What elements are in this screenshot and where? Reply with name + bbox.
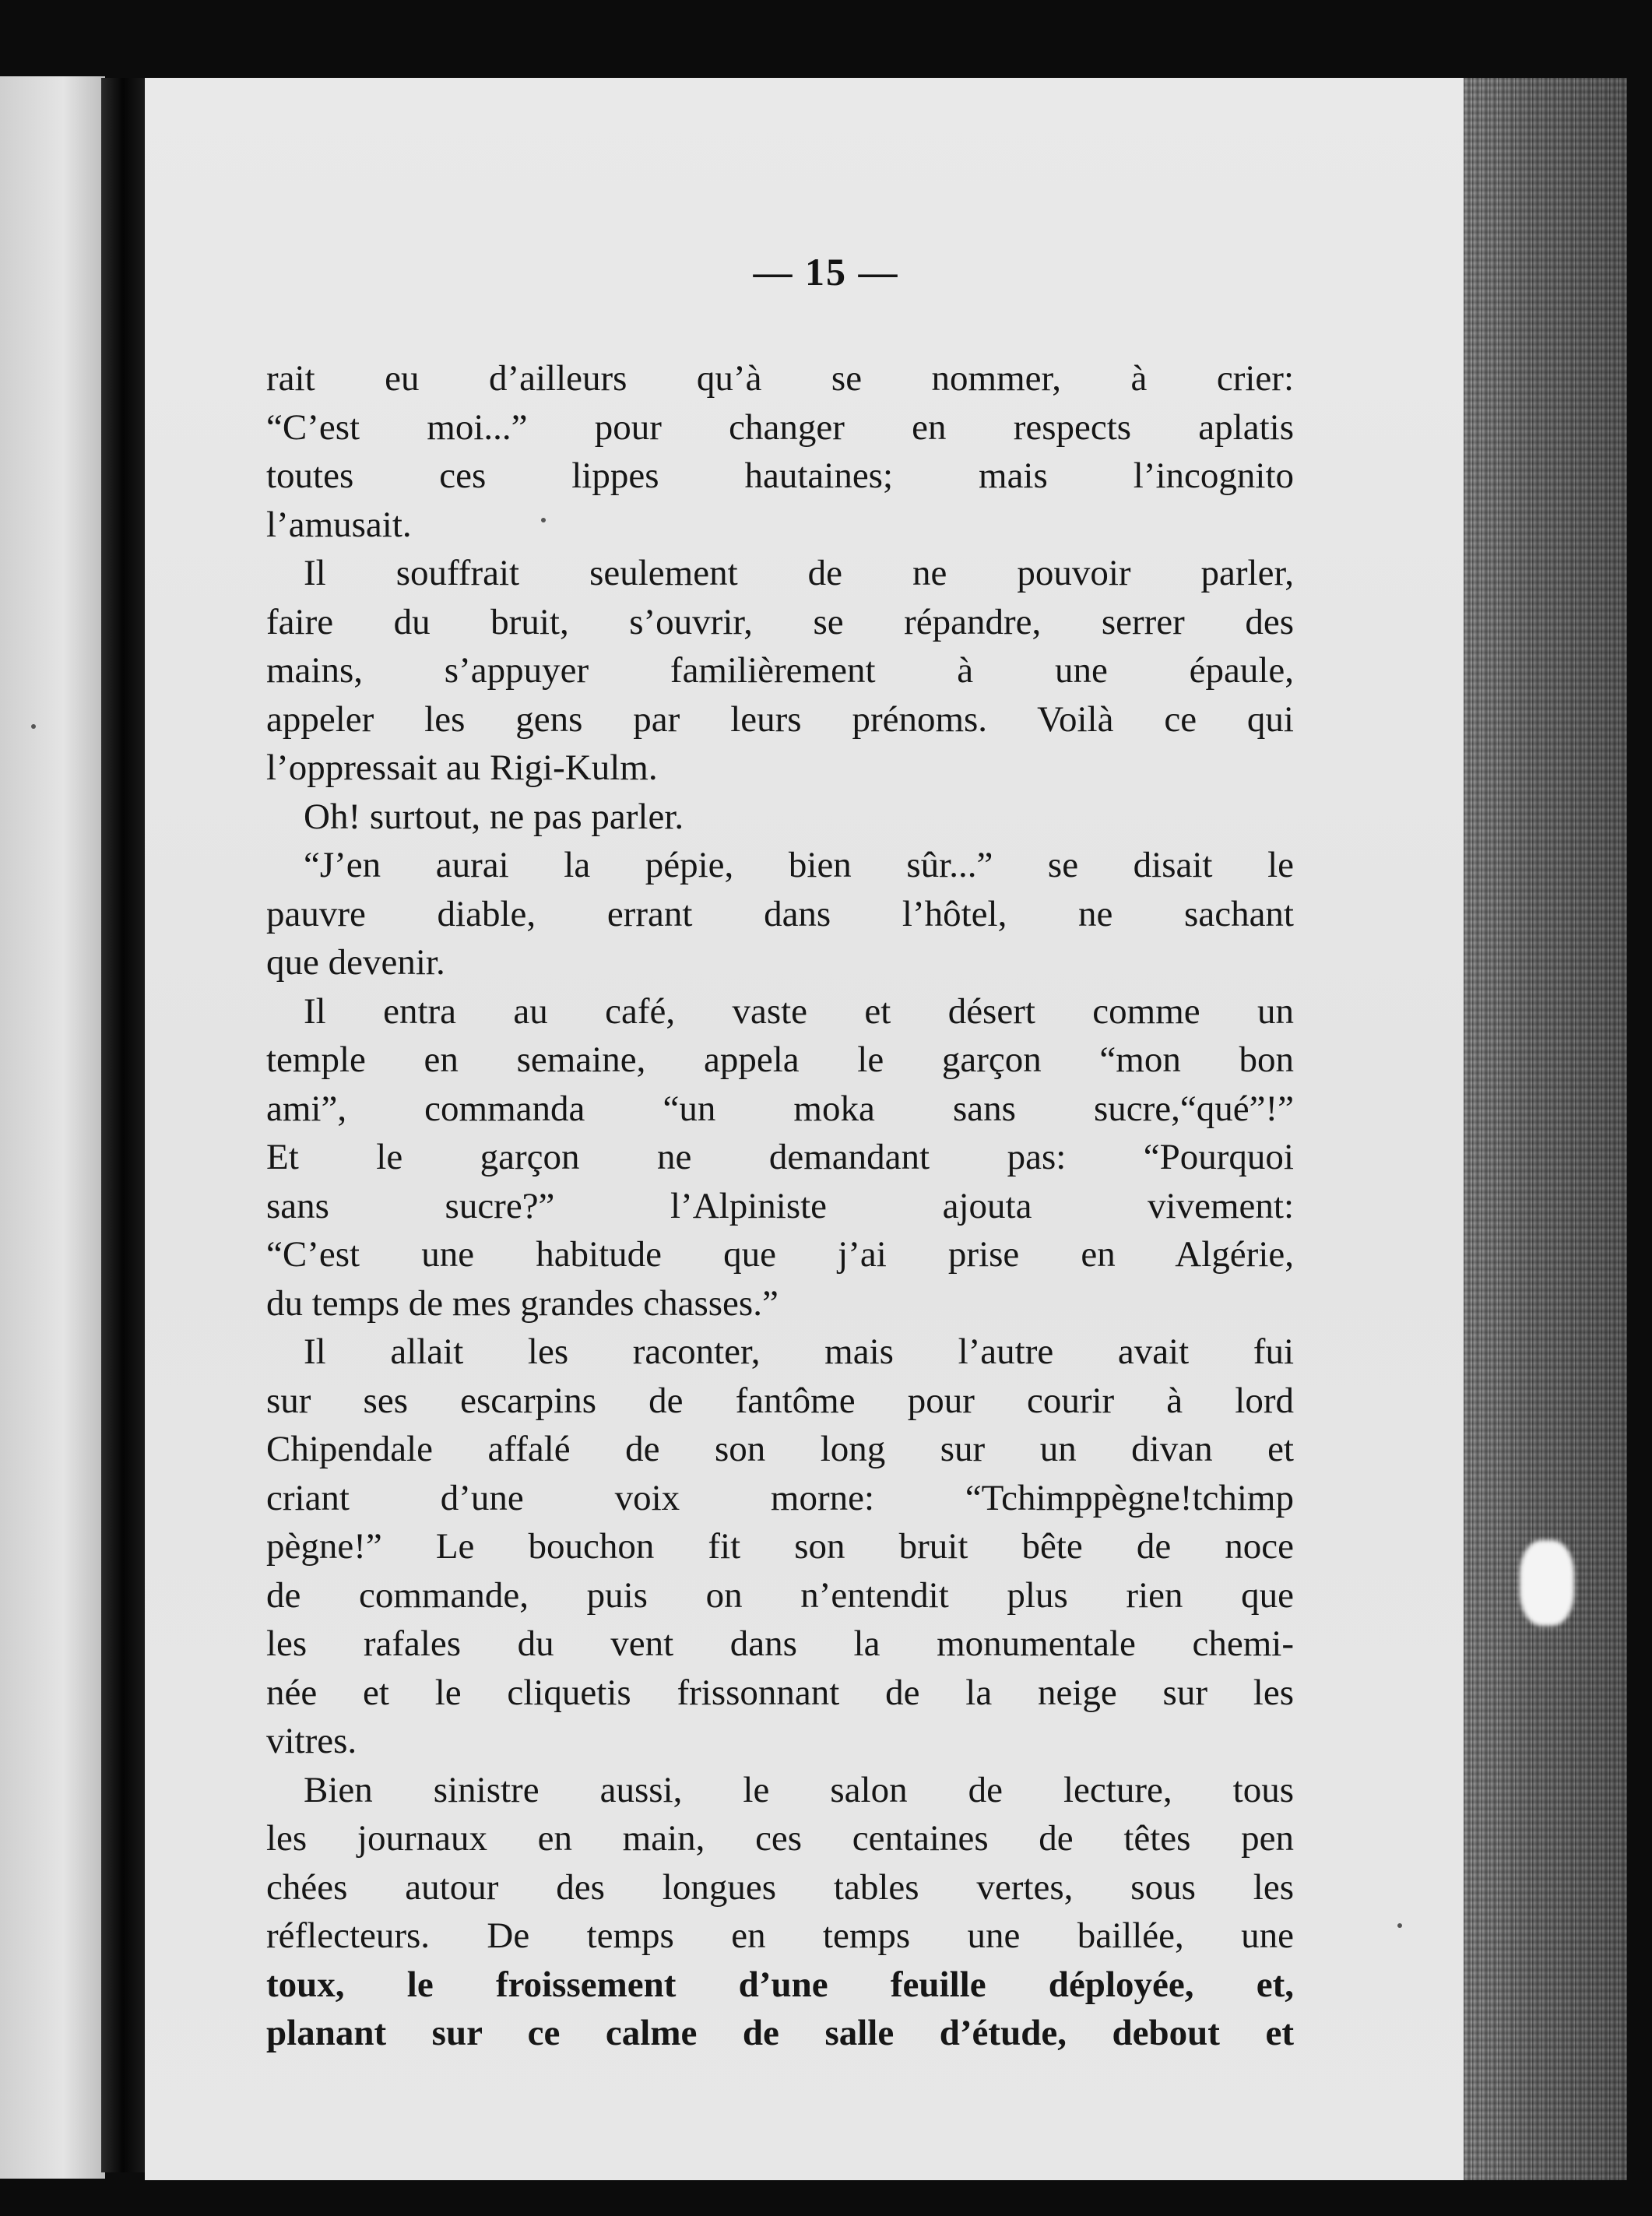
- text-line: réflecteurs. De temps en temps une baillée, une: [266, 1915, 1294, 1956]
- text-line: “C’est moi...” pour changer en respects aplatis: [266, 406, 1294, 448]
- text-line: criant d’une voix morne: “Tchimppègne!tchimp: [266, 1477, 1294, 1518]
- text-line: pauvre diable, errant dans l’hôtel, ne sachant: [266, 893, 1294, 934]
- text-line: vitres.: [266, 1721, 357, 1761]
- text-line: toux, le froissement d’une feuille déployée, et,: [266, 1964, 1294, 2005]
- text-line: planant sur ce calme de salle d’étude, debout et: [266, 2013, 1294, 2053]
- scan-blemish: [1520, 1540, 1574, 1626]
- facing-page-margin: [0, 76, 105, 2179]
- page-number: — 15 —: [753, 250, 899, 294]
- text-line: les journaux en main, ces centaines de têtes pen: [266, 1818, 1294, 1859]
- text-line: mains, s’appuyer familièrement à une épaule,: [266, 650, 1294, 691]
- text-line: chées autour des longues tables vertes, sous les: [266, 1866, 1294, 1908]
- text-line: “J’en aurai la pépie, bien sûr...” se disait le: [304, 845, 1294, 885]
- text-line: née et le cliquetis frissonnant de la neige sur les: [266, 1672, 1294, 1713]
- text-line: l’oppressait au Rigi-Kulm.: [266, 747, 658, 788]
- scan-speck: [1397, 1923, 1402, 1928]
- text-line: rait eu d’ailleurs qu’à se nommer, à crier:: [266, 358, 1294, 399]
- text-line: Oh! surtout, ne pas parler.: [304, 796, 684, 837]
- text-line: ami”, commanda “un moka sans sucre,“qué”!”: [266, 1088, 1294, 1129]
- text-line: temple en semaine, appela le garçon “mon bon: [266, 1039, 1294, 1080]
- text-line: Bien sinistre aussi, le salon de lecture, tous: [304, 1769, 1294, 1810]
- text-line: faire du bruit, s’ouvrir, se répandre, serrer des: [266, 601, 1294, 642]
- text-line: pègne!” Le bouchon fit son bruit bête de noce: [266, 1526, 1294, 1567]
- text-line: que devenir.: [266, 942, 445, 983]
- text-line: “C’est une habitude que j’ai prise en Algérie,: [266, 1234, 1294, 1275]
- text-line: les rafales du vent dans la monumentale chemi-: [266, 1623, 1294, 1664]
- text-line: toutes ces lippes hautaines; mais l’incognito: [266, 456, 1294, 496]
- page-edge-noise: [1464, 78, 1627, 2180]
- text-line: appeler les gens par leurs prénoms. Voilà ce qui: [266, 698, 1294, 740]
- text-line: Il souffrait seulement de ne pouvoir parler,: [304, 553, 1294, 593]
- text-line: Il allait les raconter, mais l’autre avait fui: [304, 1331, 1294, 1372]
- text-line: Et le garçon ne demandant pas: “Pourquoi: [266, 1137, 1294, 1177]
- body-text: [266, 354, 1294, 2058]
- text-line: l’amusait.: [266, 504, 412, 545]
- text-line: sur ses escarpins de fantôme pour courir à lord: [266, 1380, 1294, 1421]
- text-line: de commande, puis on n’entendit plus rien que: [266, 1574, 1294, 1616]
- text-line: Il entra au café, vaste et désert comme un: [304, 990, 1294, 1032]
- scan-speck: [31, 724, 36, 729]
- book-gutter: [101, 78, 145, 2172]
- text-line: sans sucre?” l’Alpiniste ajouta vivement:: [266, 1185, 1294, 1226]
- text-line: du temps de mes grandes chasses.”: [266, 1282, 779, 1324]
- text-line: Chipendale affalé de son long sur un divan et: [266, 1429, 1294, 1469]
